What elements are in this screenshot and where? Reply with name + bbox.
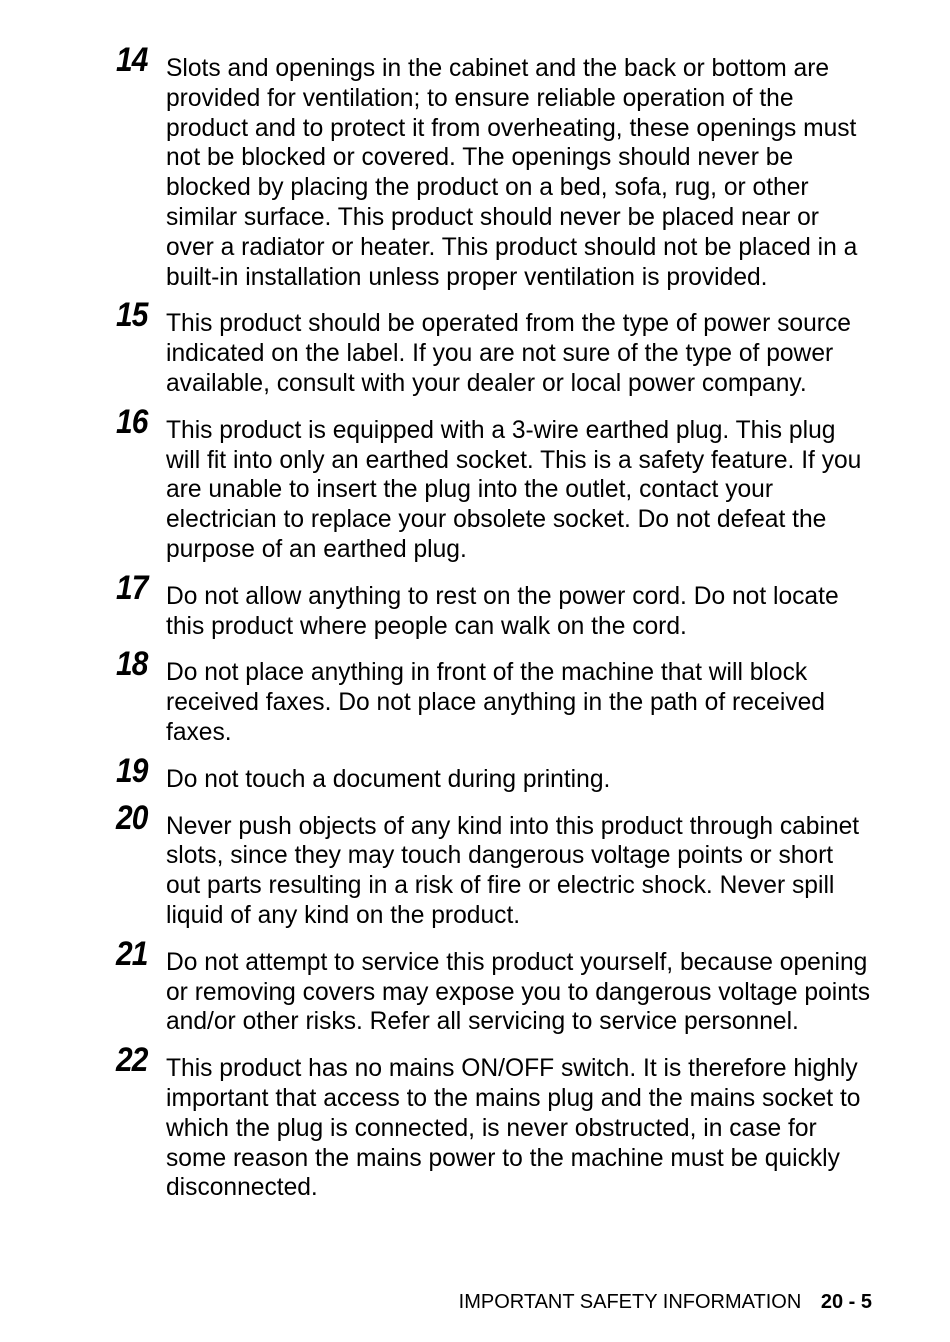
page-number: 20 - 5 xyxy=(820,1291,872,1313)
page-footer xyxy=(459,1290,872,1314)
footer-section-title: IMPORTANT SAFETY INFORMATION xyxy=(458,1291,802,1313)
list-item xyxy=(0,751,872,795)
item-text: Do not allow anything to rest on the power cord. Do not locate this product where people can walk on the cord. xyxy=(166,582,839,640)
item-text: Never push objects of any kind into this product through cabinet slots, since they may touch dangerous voltage points or short out parts resulting in a risk of fire or electric shock. Never spill liquid of any kind on the product. xyxy=(166,812,860,929)
item-number: 17 xyxy=(116,568,148,607)
item-number: 14 xyxy=(116,41,148,79)
item-text: Do not touch a document during printing. xyxy=(166,765,611,793)
item-number: 15 xyxy=(116,296,148,335)
item-text: This product should be operated from the type of power source indicated on the label. If you are not sure of the type of power available, consult with your dealer or local power company. xyxy=(166,310,851,397)
item-number: 20 xyxy=(116,798,148,837)
item-text: This product is equipped with a 3-wire earthed plug. This plug will fit into only an earthed socket. This is a safety feature. If you are unable to insert the plug into the outlet, contact your electrician to replace your obsolete socket. Do not defeat the purpose of an earthed plug. xyxy=(166,416,862,563)
list-item xyxy=(0,798,872,931)
list-item xyxy=(0,296,872,398)
list-item xyxy=(0,645,872,747)
safety-instructions-list xyxy=(0,41,950,1210)
list-item xyxy=(0,41,872,292)
list-item xyxy=(0,402,872,565)
item-number: 19 xyxy=(116,751,148,790)
item-text: Do not place anything in front of the machine that will block received faxes. Do not place anything in the path of received faxes. xyxy=(166,659,825,746)
item-number: 21 xyxy=(116,934,148,973)
item-text: This product has no mains ON/OFF switch. It is therefore highly important that access to the mains plug and the mains socket to which the plug is connected, is never obstructed, in case for some reason the mains power to the machine must be quickly disconnected. xyxy=(166,1055,861,1202)
item-text: Do not attempt to service this product yourself, because opening or removing covers may expose you to dangerous voltage points and/or other risks. Refer all servicing to service personnel. xyxy=(166,948,871,1036)
item-number: 16 xyxy=(116,402,148,441)
list-item xyxy=(0,1041,872,1203)
item-text: Slots and openings in the cabinet and the back or bottom are provided for ventilation; to ensure reliable operation of the product and to protect it from overheating, these openings must not be blocked or covered. The openings should never be blocked by placing the product on a bed, sofa, rug, or other similar surface. This product should never be placed near or over a radiator or heater. This product should not be placed in a built-in installation unless proper ventilation is provided. xyxy=(166,55,858,291)
list-item xyxy=(0,568,872,642)
item-number: 22 xyxy=(116,1041,148,1080)
list-item xyxy=(0,934,872,1037)
item-number: 18 xyxy=(116,645,148,684)
